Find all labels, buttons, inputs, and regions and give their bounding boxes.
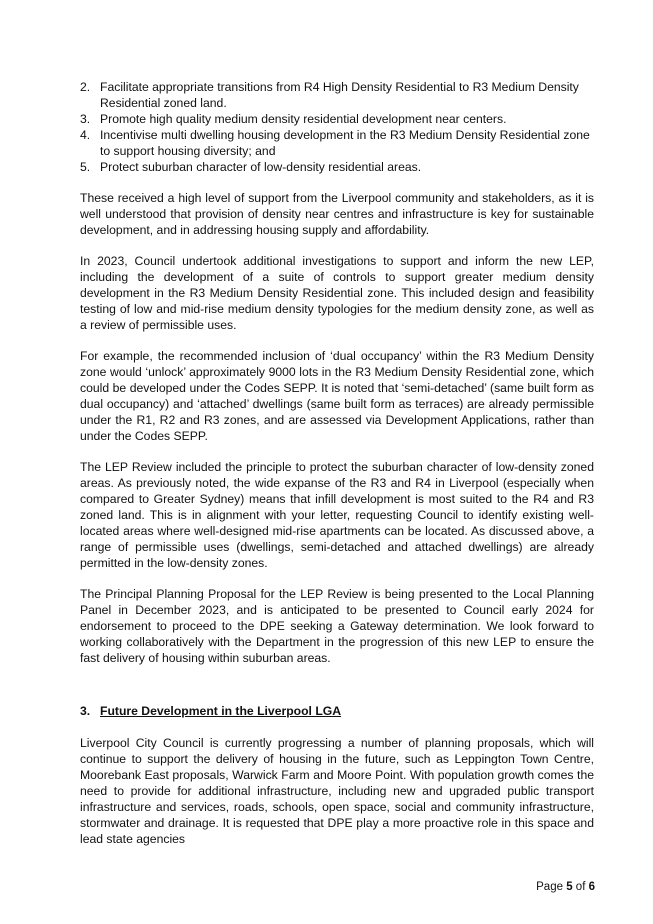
list-item-text: Promote high quality medium density residential development near centers. xyxy=(100,112,507,126)
list-item xyxy=(80,79,594,111)
list-item-text: Incentivise multi dwelling housing development in the R3 Medium Density Residential zone to support housing diversity; and xyxy=(100,128,590,158)
total-page-count: 6 xyxy=(588,881,595,893)
list-item xyxy=(80,111,594,127)
list-item xyxy=(80,127,594,159)
page-content xyxy=(80,79,594,847)
body-paragraph: The LEP Review included the principle to protect the suburban character of low-density zoned areas. As previously noted, the wide expanse of the R3 and R4 in Liverpool (especially when compared to Greater Sydney) means that infill development is most suited to the R4 and R3 zoned land. This is in alignment with your letter, requesting Council to identify existing well-located areas where well-designed mid-rise apartments can be located. As discussed above, a range of permissible uses (dwellings, semi-detached and attached dwellings) are already permitted in the low-density zones. xyxy=(80,460,594,570)
body-paragraph: The Principal Planning Proposal for the LEP Review is being presented to the Local Planning Panel in December 2023, and is anticipated to be presented to Council early 2024 for endorsement to proceed to the DPE seeking a Gateway determination. We look forward to working collaboratively with the Department in the progression of this new LEP to ensure the fast delivery of housing within suburban areas. xyxy=(80,587,594,665)
list-item-number: 3. xyxy=(80,112,91,126)
section-paragraph: Liverpool City Council is currently progressing a number of planning proposals, which will continue to support the delivery of housing in the future, such as Leppington Town Centre, Moorebank East proposals, Warwick Farm and Moore Point. With population growth comes the need to provide for additional infrastructure, including new and upgraded public transport infrastructure and services, roads, schools, open space, social and community infrastructure, stormwater and drainage. It is requested that DPE play a more proactive role in this space and lead state agencies xyxy=(80,736,594,846)
body-paragraph: These received a high level of support from the Liverpool community and stakeholders, as it is well understood that provision of density near centres and infrastructure is key for sustainable development, and in addressing housing supply and affordability. xyxy=(80,191,594,237)
of-label: of xyxy=(575,881,586,893)
section-title: Future Development in the Liverpool LGA xyxy=(100,704,342,718)
page-label: Page xyxy=(536,881,563,893)
page-number-footer xyxy=(536,880,595,894)
section-number: 3. xyxy=(80,704,91,718)
section-heading xyxy=(80,703,594,719)
body-paragraph: For example, the recommended inclusion of ‘dual occupancy’ within the R3 Medium Density zone would ‘unlock’ approximately 9000 lots in the R3 Medium Density Residential zone, which could be developed under the Codes SEPP. It is noted that ‘semi-detached’ (same built form as dual occupancy) and ‘attached’ dwellings (same built form as terraces) are already permissible under the R1, R2 and R3 zones, and are assessed via Development Applications, rather than under the Codes SEPP. xyxy=(80,349,594,443)
list-item-text: Facilitate appropriate transitions from R4 High Density Residential to R3 Medium Density Residential zoned land. xyxy=(100,80,579,110)
list-item-number: 2. xyxy=(80,80,91,94)
list-item-number: 4. xyxy=(80,128,91,142)
current-page-number: 5 xyxy=(566,881,573,893)
body-paragraph: In 2023, Council undertook additional investigations to support and inform the new LEP, including the development of a suite of controls to support greater medium density development in the R3 Medium Density Residential zone. This included design and feasibility testing of low and mid-rise medium density typologies for the medium density zone, as well as a review of permissible uses. xyxy=(80,254,594,332)
list-item xyxy=(80,159,594,175)
list-item-number: 5. xyxy=(80,160,91,174)
objectives-list xyxy=(80,79,594,175)
list-item-text: Protect suburban character of low-density residential areas. xyxy=(100,160,422,174)
